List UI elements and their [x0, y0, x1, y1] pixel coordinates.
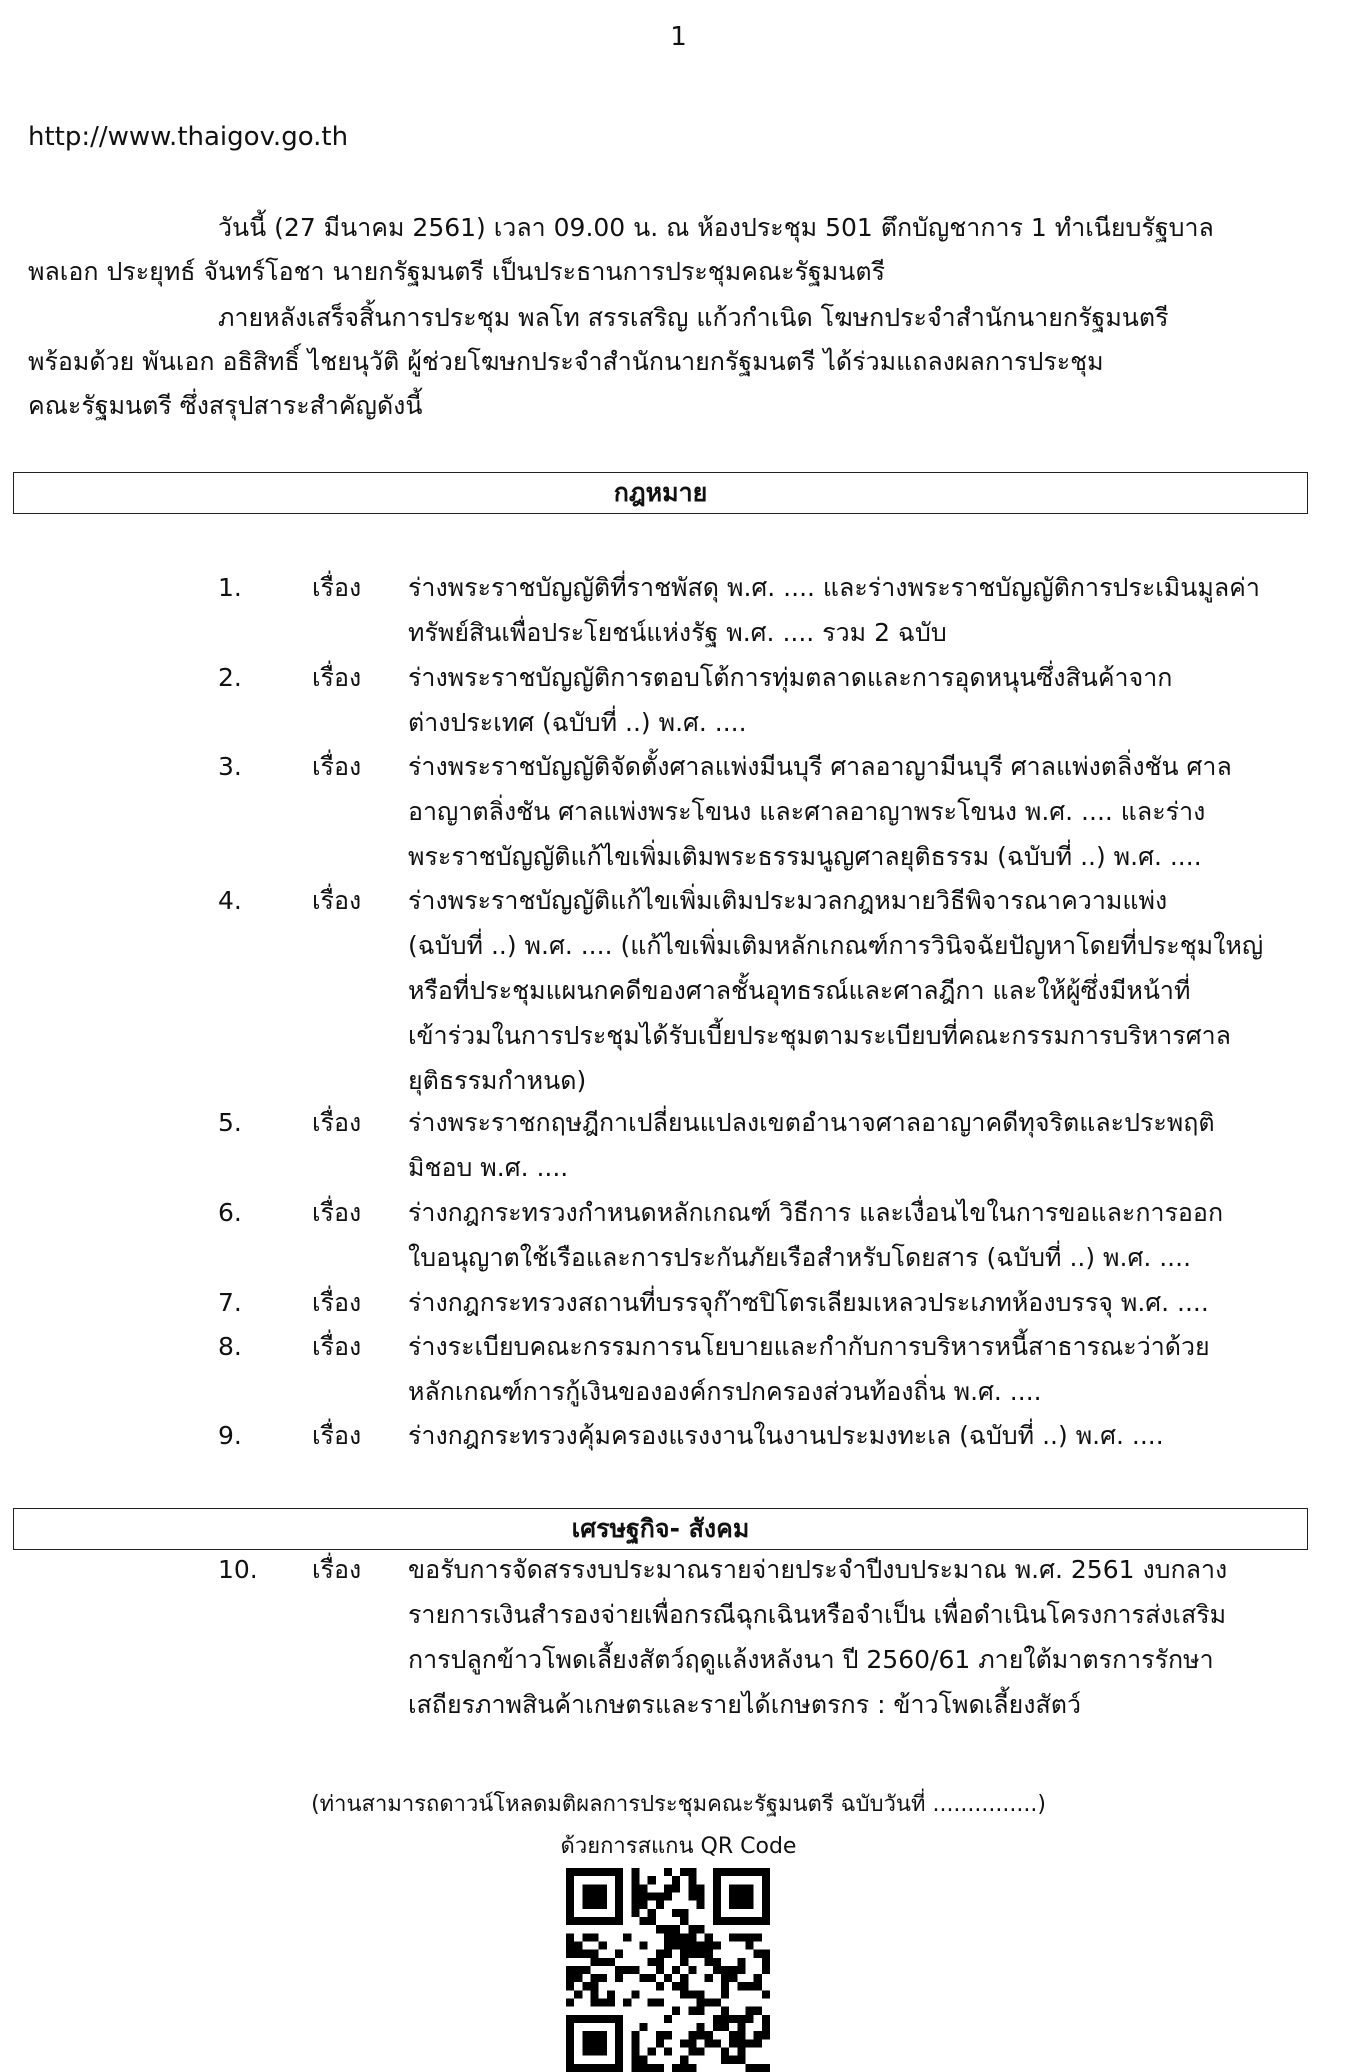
source-url: http://www.thaigov.go.th [28, 122, 349, 152]
item-text-line: ร่างระเบียบคณะกรรมการนโยบายและกำกับการบริหารหนี้สาธารณะว่าด้วย [408, 1332, 1210, 1361]
item-text-line: ร่างพระราชบัญญัติแก้ไขเพิ่มเติมประมวลกฎหมายวิธีพิจารณาความแพ่ง [408, 886, 1168, 915]
intro-p2-line-1: ภายหลังเสร็จสิ้นการประชุม พลโท สรรเสริญ แก้วกำเนิด โฆษกประจำสำนักนายกรัฐมนตรี [218, 303, 1169, 332]
item-text-line: หรือที่ประชุมแผนกคดีของศาลชั้นอุทธรณ์และศาลฎีกา และให้ผู้ซึ่งมีหน้าที่ [408, 976, 1191, 1005]
item-text [408, 1280, 1308, 1325]
item-number: 10. [218, 1555, 258, 1584]
item-number: 3. [218, 752, 242, 781]
item-text [408, 744, 1308, 879]
item-text-line: ร่างพระราชบัญญัติการตอบโต้การทุ่มตลาดและการอุดหนุนซึ่งสินค้าจาก [408, 663, 1173, 692]
qr-label: ด้วยการสแกน QR Code [560, 1834, 797, 1859]
item-text-line: ต่างประเทศ (ฉบับที่ ..) พ.ศ. .... [408, 708, 747, 737]
item-number: 9. [218, 1421, 242, 1450]
item-text [408, 878, 1308, 1103]
item-text [408, 565, 1308, 655]
item-number: 8. [218, 1332, 242, 1361]
item-subject-label: เรื่อง [312, 1332, 362, 1361]
item-number: 4. [218, 886, 242, 915]
item-text [408, 655, 1308, 745]
item-number: 6. [218, 1198, 242, 1227]
item-subject-label: เรื่อง [312, 1198, 362, 1227]
item-text-line: ร่างกฎกระทรวงคุ้มครองแรงงานในงานประมงทะเล (ฉบับที่ ..) พ.ศ. .... [408, 1421, 1164, 1450]
item-subject-label: เรื่อง [312, 1288, 362, 1317]
item-text-line: ร่างพระราชกฤษฎีกาเปลี่ยนแปลงเขตอำนาจศาลอาญาคดีทุจริตและประพฤติ [408, 1108, 1215, 1137]
qr-code-icon[interactable] [566, 1868, 770, 2072]
item-subject-label: เรื่อง [312, 663, 362, 692]
intro-paragraph-1 [28, 206, 1328, 294]
intro-p2-line-2: พร้อมด้วย พันเอก อธิสิทธิ์ ไชยนุวัติ ผู้ช่วยโฆษกประจำสำนักนายกรัฐมนตรี ได้ร่วมแถลงผลการประชุม [28, 347, 1104, 376]
section-header-law: กฎหมาย [13, 472, 1308, 514]
item-text-line: พระราชบัญญัติแก้ไขเพิ่มเติมพระธรรมนูญศาลยุติธรรม (ฉบับที่ ..) พ.ศ. .... [408, 842, 1202, 871]
item-text [408, 1324, 1308, 1414]
item-subject-label: เรื่อง [312, 1421, 362, 1450]
intro-paragraph-2 [28, 296, 1328, 428]
item-text-line: รายการเงินสำรองจ่ายเพื่อกรณีฉุกเฉินหรือจำเป็น เพื่อดำเนินโครงการส่งเสริม [408, 1600, 1227, 1629]
item-text-line: (ฉบับที่ ..) พ.ศ. .... (แก้ไขเพิ่มเติมหลักเกณฑ์การวินิจฉัยปัญหาโดยที่ประชุมใหญ่ [408, 931, 1264, 960]
item-subject-label: เรื่อง [312, 752, 362, 781]
item-text [408, 1190, 1308, 1280]
item-text-line: ทรัพย์สินเพื่อประโยชน์แห่งรัฐ พ.ศ. .... รวม 2 ฉบับ [408, 618, 947, 647]
item-number: 2. [218, 663, 242, 692]
item-text-line: มิชอบ พ.ศ. .... [408, 1153, 569, 1182]
item-text-line: เข้าร่วมในการประชุมได้รับเบี้ยประชุมตามระเบียบที่คณะกรรมการบริหารศาล [408, 1021, 1231, 1050]
intro-p2-line-3: คณะรัฐมนตรี ซึ่งสรุปสาระสำคัญดังนี้ [28, 391, 423, 420]
item-text-line: ใบอนุญาตใช้เรือและการประกันภัยเรือสำหรับโดยสาร (ฉบับที่ ..) พ.ศ. .... [408, 1243, 1192, 1272]
section-header-economy-society: เศรษฐกิจ- สังคม [13, 1508, 1308, 1550]
item-text-line: ยุติธรรมกำหนด) [408, 1066, 587, 1095]
item-number: 5. [218, 1108, 242, 1137]
item-text-line: หลักเกณฑ์การกู้เงินขององค์กรปกครองส่วนท้องถิ่น พ.ศ. .... [408, 1377, 1042, 1406]
item-text-line: ร่างพระราชบัญญัติจัดตั้งศาลแพ่งมีนบุรี ศาลอาญามีนบุรี ศาลแพ่งตลิ่งชัน ศาล [408, 752, 1232, 781]
item-text-line: อาญาตลิ่งชัน ศาลแพ่งพระโขนง และศาลอาญาพระโขนง พ.ศ. .... และร่าง [408, 797, 1206, 826]
item-subject-label: เรื่อง [312, 1555, 362, 1584]
item-subject-label: เรื่อง [312, 1108, 362, 1137]
download-note: (ท่านสามารถดาวน์โหลดมติผลการประชุมคณะรัฐมนตรี ฉบับวันที่ ...............) [311, 1792, 1046, 1817]
item-subject-label: เรื่อง [312, 573, 362, 602]
intro-p1-line-1: วันนี้ (27 มีนาคม 2561) เวลา 09.00 น. ณ ห้องประชุม 501 ตึกบัญชาการ 1 ทำเนียบรัฐบาล [218, 213, 1214, 242]
item-text-line: ร่างพระราชบัญญัติที่ราชพัสดุ พ.ศ. .... และร่างพระราชบัญญัติการประเมินมูลค่า [408, 573, 1260, 602]
item-text [408, 1413, 1308, 1458]
item-text-line: ร่างกฎกระทรวงสถานที่บรรจุก๊าซปิโตรเลียมเหลวประเภทห้องบรรจุ พ.ศ. .... [408, 1288, 1209, 1317]
item-text [408, 1100, 1308, 1190]
item-text-line: เสถียรภาพสินค้าเกษตรและรายได้เกษตรกร : ข้าวโพดเลี้ยงสัตว์ [408, 1690, 1081, 1719]
item-text-line: ร่างกฎกระทรวงกำหนดหลักเกณฑ์ วิธีการ และเงื่อนไขในการขอและการออก [408, 1198, 1224, 1227]
item-number: 1. [218, 573, 242, 602]
item-text-line: ขอรับการจัดสรรงบประมาณรายจ่ายประจำปีงบประมาณ พ.ศ. 2561 งบกลาง [408, 1555, 1228, 1584]
item-text-line: การปลูกข้าวโพดเลี้ยงสัตว์ฤดูแล้งหลังนา ปี 2560/61 ภายใต้มาตรการรักษา [408, 1645, 1214, 1674]
item-subject-label: เรื่อง [312, 886, 362, 915]
intro-p1-line-2: พลเอก ประยุทธ์ จันทร์โอชา นายกรัฐมนตรี เป็นประธานการประชุมคณะรัฐมนตรี [28, 257, 886, 286]
page-number: 1 [670, 22, 687, 52]
item-text [408, 1547, 1308, 1727]
item-number: 7. [218, 1288, 242, 1317]
